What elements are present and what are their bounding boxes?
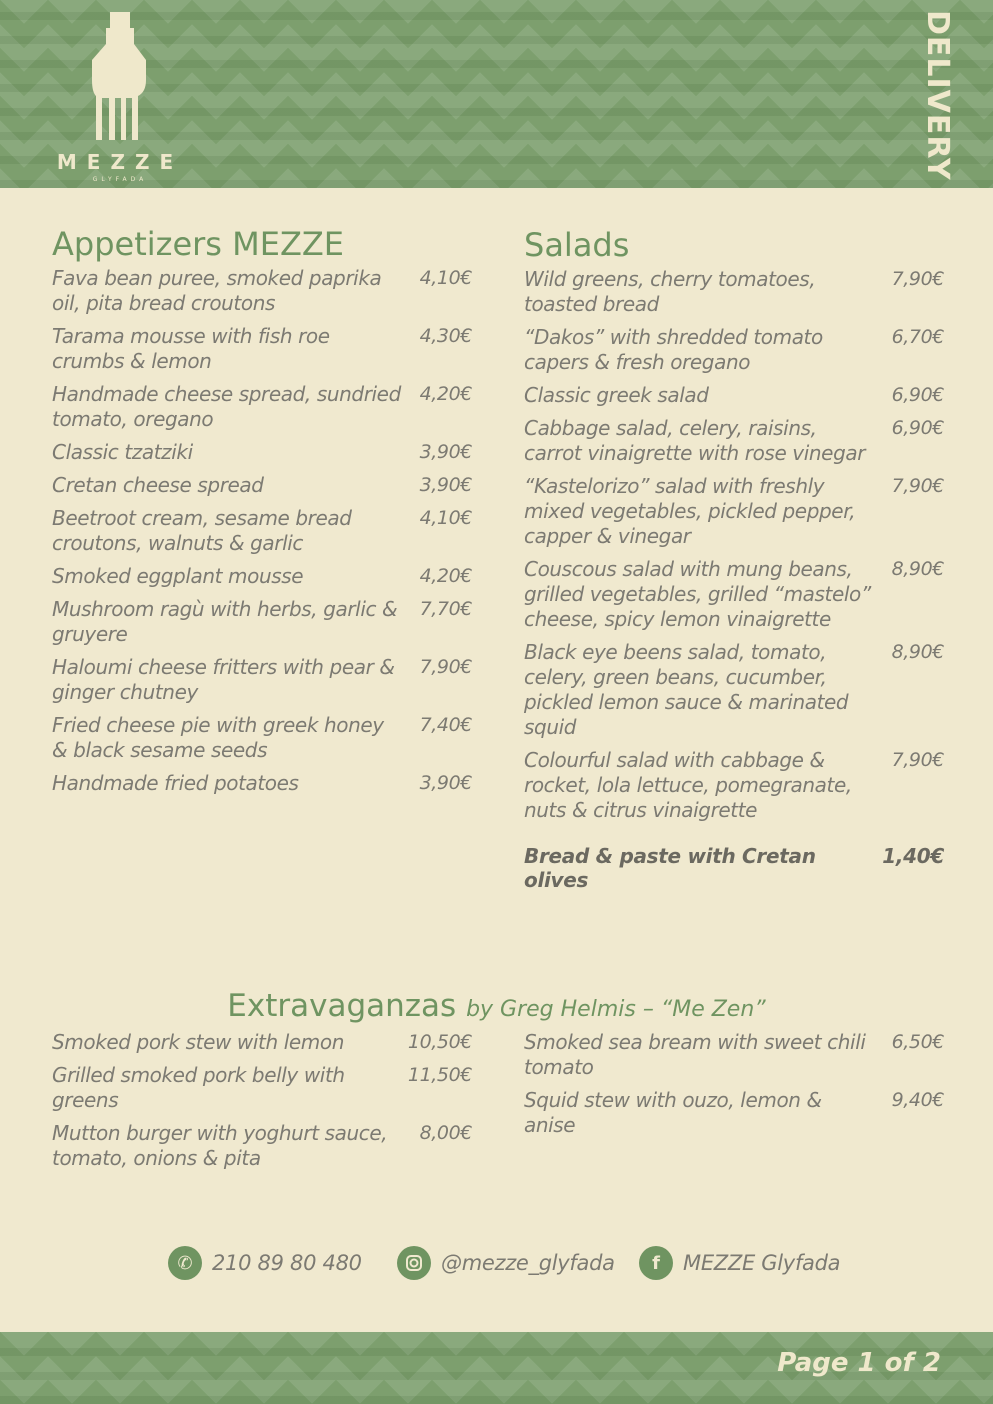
mezze-logo: [52, 10, 192, 183]
phone-icon: ✆: [168, 1246, 202, 1280]
menu-item-name: Smoked eggplant mousse: [52, 564, 304, 588]
menu-item: [52, 440, 472, 465]
menu-item-price: 10,50€: [407, 1031, 472, 1053]
menu-item: [52, 655, 472, 705]
menu-item-name: Classic tzatziki: [52, 440, 193, 464]
menu-item: [52, 597, 472, 647]
menu-item-price: 4,30€: [419, 325, 472, 347]
bread-name: Bread & paste with Cretan olives: [524, 844, 816, 892]
appetizers-section: [52, 224, 472, 804]
menu-item: [52, 564, 472, 589]
menu-item-price: 6,90€: [891, 417, 944, 439]
instagram-handle: @mezze_glyfada: [441, 1251, 615, 1275]
menu-item-price: 11,50€: [407, 1064, 472, 1086]
facebook-contact[interactable]: [639, 1246, 840, 1280]
menu-item-name: Tarama mousse with fish roe crumbs & lemon: [52, 324, 330, 373]
extravaganzas-byline: by Greg Helmis – “Me Zen”: [466, 997, 766, 1022]
instagram-contact[interactable]: [397, 1246, 615, 1280]
extravaganzas-right: [524, 1030, 944, 1146]
menu-item: [52, 1063, 472, 1113]
menu-item-name: Smoked sea bream with sweet chili tomato: [524, 1030, 866, 1079]
menu-item-price: 8,90€: [891, 641, 944, 663]
menu-item: [524, 640, 944, 740]
menu-item-price: 9,40€: [891, 1089, 944, 1111]
menu-item: [524, 383, 944, 408]
menu-item-price: 4,20€: [419, 565, 472, 587]
menu-item-name: Handmade cheese spread, sundried tomato, oregano: [52, 382, 401, 431]
menu-item-name: Mutton burger with yoghurt sauce, tomato, onions & pita: [52, 1121, 388, 1170]
menu-item: [52, 1121, 472, 1171]
menu-item-name: Cabbage salad, celery, raisins, carrot vinaigrette with rose vinegar: [524, 416, 866, 465]
menu-item-name: Beetroot cream, sesame bread croutons, walnuts & garlic: [52, 506, 352, 555]
menu-item: [524, 748, 944, 823]
fork-logo-icon: [88, 10, 152, 140]
menu-item: [52, 266, 472, 316]
extravaganzas-heading: Extravaganzas: [227, 988, 457, 1024]
menu-item-price: 7,90€: [419, 656, 472, 678]
menu-item-name: “Dakos” with shredded tomato capers & fresh oregano: [524, 325, 823, 374]
menu-item-price: 8,00€: [419, 1122, 472, 1144]
menu-item-name: Couscous salad with mung beans, grilled vegetables, grilled “mastelo” cheese, spicy lemon vinaigrette: [524, 557, 871, 631]
delivery-label: DELIVERY: [920, 10, 955, 181]
menu-item-price: 4,10€: [419, 507, 472, 529]
bread-price: 1,40€: [882, 844, 944, 868]
menu-item: [52, 382, 472, 432]
menu-item-price: 3,90€: [419, 474, 472, 496]
appetizers-list: [52, 266, 472, 796]
menu-item: [52, 1030, 472, 1055]
phone-contact[interactable]: [168, 1246, 362, 1280]
page-number: Page 1 of 2: [777, 1348, 941, 1378]
facebook-name: MEZZE Glyfada: [683, 1251, 841, 1275]
menu-item: [524, 1030, 944, 1080]
salads-list: [524, 267, 944, 823]
menu-item-price: 4,20€: [419, 383, 472, 405]
menu-item-name: Haloumi cheese fritters with pear & ginger chutney: [52, 655, 395, 704]
menu-item-price: 3,90€: [419, 441, 472, 463]
menu-item-price: 3,90€: [419, 772, 472, 794]
menu-item-price: 6,70€: [891, 326, 944, 348]
menu-item: [524, 474, 944, 549]
menu-item-name: Wild greens, cherry tomatoes, toasted bread: [524, 267, 816, 316]
facebook-icon: f: [639, 1246, 673, 1280]
menu-item-name: Smoked pork stew with lemon: [52, 1030, 344, 1054]
extravaganzas-right-list: [524, 1030, 944, 1138]
menu-item: [524, 325, 944, 375]
menu-item-price: 7,90€: [891, 268, 944, 290]
menu-item-price: 6,90€: [891, 384, 944, 406]
salads-title: Salads: [524, 226, 630, 264]
menu-item: [52, 771, 472, 796]
menu-item: [52, 324, 472, 374]
extravaganzas-left-list: [52, 1030, 472, 1171]
phone-number: 210 89 80 480: [212, 1251, 362, 1275]
menu-item: [52, 473, 472, 498]
logo-subtext: GLYFADA: [92, 176, 148, 183]
menu-item-price: 6,50€: [891, 1031, 944, 1053]
menu-item-name: Grilled smoked pork belly with greens: [52, 1063, 345, 1112]
menu-item-name: Mushroom ragù with herbs, garlic & gruyere: [52, 597, 398, 646]
bread-item: [524, 844, 944, 892]
menu-item-price: 7,40€: [419, 714, 472, 736]
extravaganzas-title: [0, 988, 993, 1024]
menu-item: [52, 506, 472, 556]
menu-item-name: Colourful salad with cabbage & rocket, lola lettuce, pomegranate, nuts & citrus vinaigrette: [524, 748, 852, 822]
menu-item-name: Handmade fried potatoes: [52, 771, 299, 795]
menu-item: [524, 557, 944, 632]
appetizers-title: Appetizers MEZZE: [52, 225, 345, 263]
logo-text: MEZZE: [56, 150, 184, 174]
extravaganzas-left: [52, 1030, 472, 1179]
menu-item-price: 8,90€: [891, 558, 944, 580]
menu-item-name: Fava bean puree, smoked paprika oil, pita bread croutons: [52, 266, 382, 315]
menu-item-name: “Kastelorizo” salad with freshly mixed vegetables, pickled pepper, capper & vinegar: [524, 474, 856, 548]
menu-item-price: 7,70€: [419, 598, 472, 620]
menu-item-price: 7,90€: [891, 475, 944, 497]
menu-item: [524, 1088, 944, 1138]
menu-item: [52, 713, 472, 763]
menu-item-price: 4,10€: [419, 267, 472, 289]
salads-section: [524, 225, 944, 831]
menu-item-name: Black eye beens salad, tomato, celery, green beans, cucumber, pickled lemon sauce & marinated squid: [524, 640, 849, 739]
menu-item-price: 7,90€: [891, 749, 944, 771]
menu-item-name: Squid stew with ouzo, lemon & anise: [524, 1088, 822, 1137]
menu-item: [524, 267, 944, 317]
instagram-icon: [397, 1246, 431, 1280]
menu-item-name: Classic greek salad: [524, 383, 709, 407]
menu-item: [524, 416, 944, 466]
menu-item-name: Cretan cheese spread: [52, 473, 264, 497]
menu-item-name: Fried cheese pie with greek honey & black sesame seeds: [52, 713, 384, 762]
